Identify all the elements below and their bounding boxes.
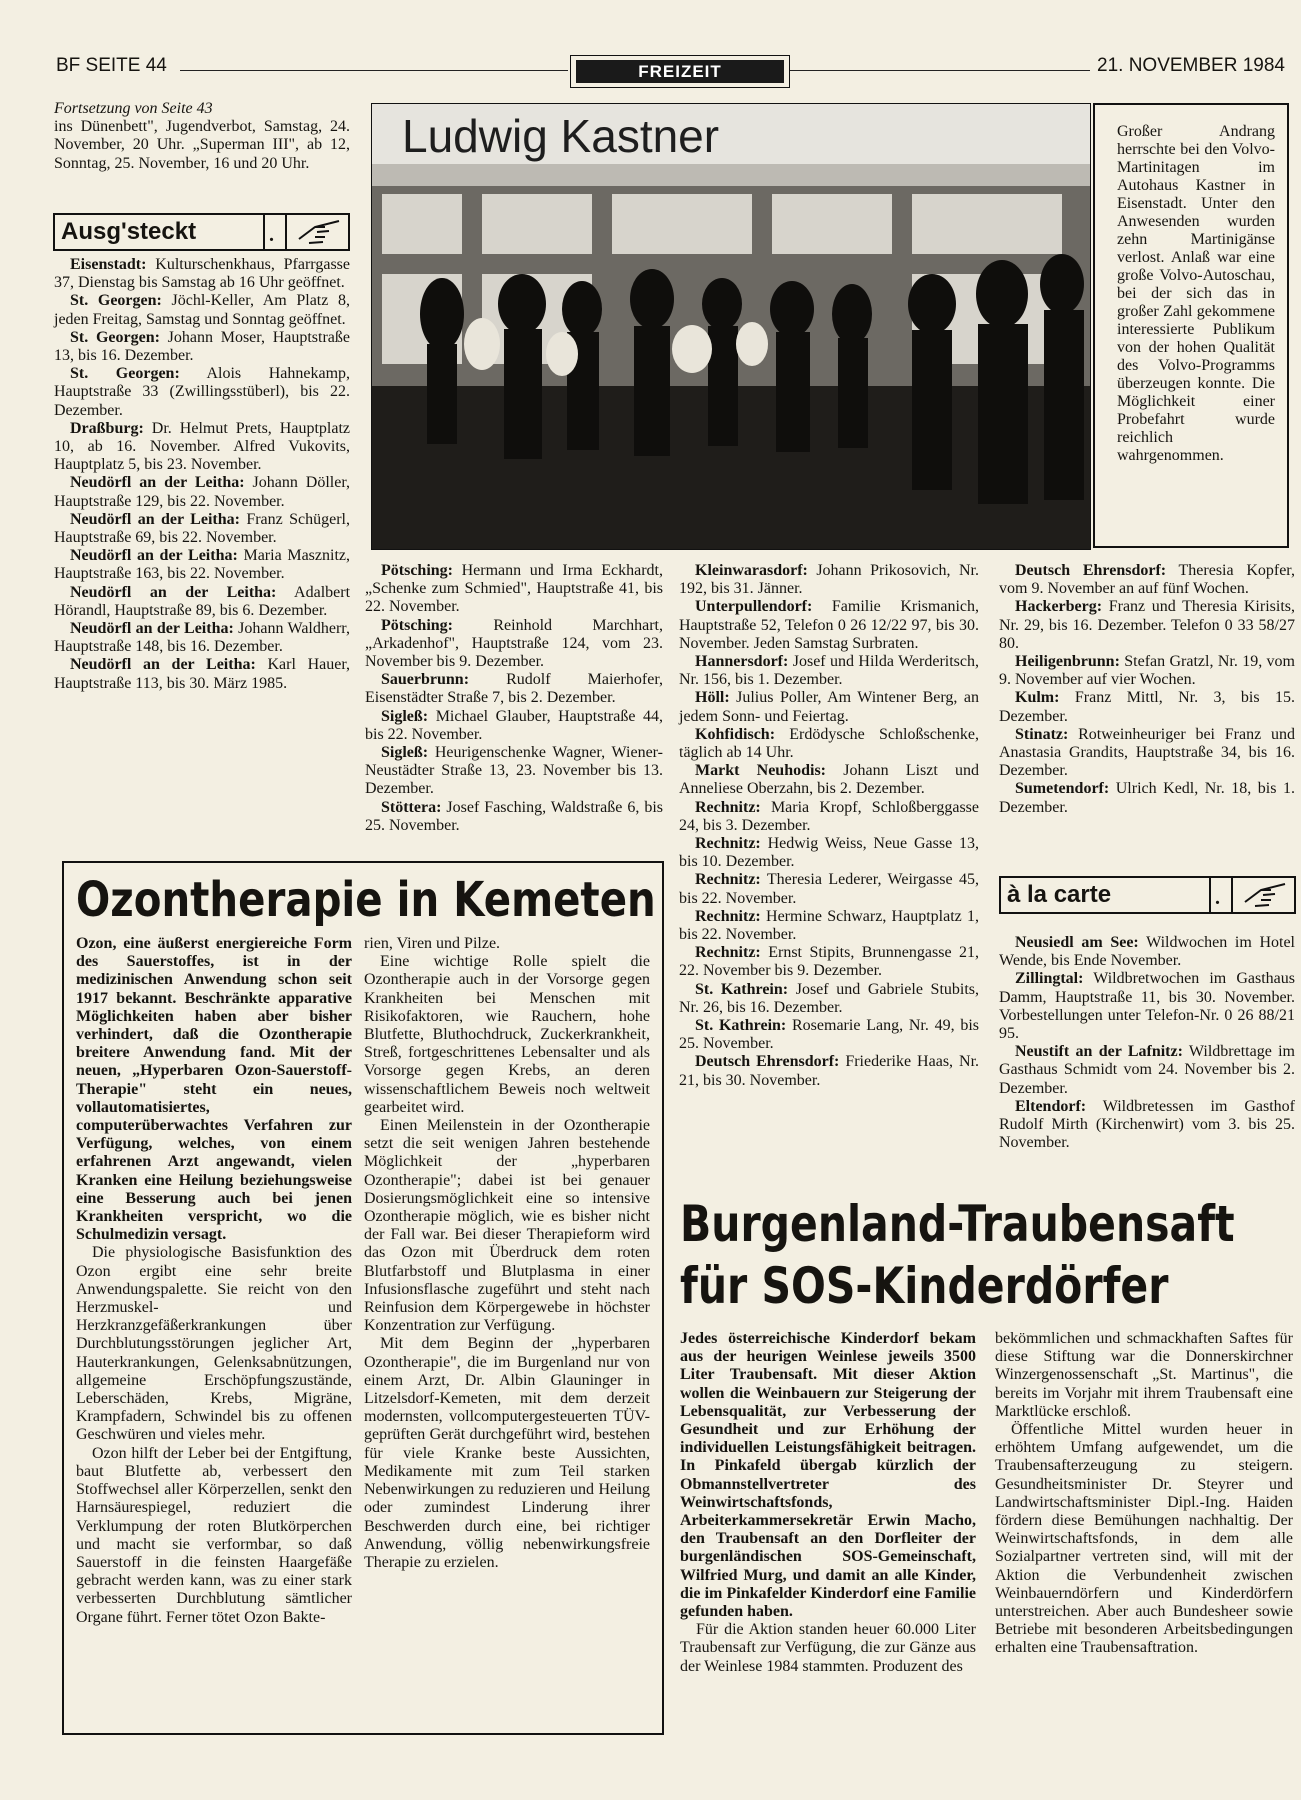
listing-details: Ernst Stipits, Brunnengasse 21, 22. November bis 9. Dezember. bbox=[679, 944, 979, 980]
header-rule-right bbox=[790, 70, 1090, 71]
listing-entry bbox=[365, 708, 663, 744]
listing-entry bbox=[679, 835, 979, 871]
listing-place: Rechnitz: bbox=[695, 907, 761, 925]
listing-entry bbox=[679, 653, 979, 689]
listing-entry bbox=[679, 799, 979, 835]
listing-entry bbox=[365, 617, 663, 672]
listing-entry bbox=[54, 329, 350, 365]
listing-details: Theresia Lederer, Weirgasse 45, bis 22. November. bbox=[679, 871, 979, 907]
listing-details: Alois Hahnekamp, Hauptstraße 33 (Zwillingsstüberl), bis 22. Dezember. bbox=[54, 365, 351, 419]
listing-entry bbox=[679, 1053, 979, 1089]
listing-details: Johann Waldherr, Hauptstraße 148, bis 16. Dezember. bbox=[54, 620, 350, 656]
ozon-article-box bbox=[62, 861, 664, 1735]
listing-details: Ulrich Kedl, Nr. 18, bis 1. Dezember. bbox=[999, 780, 1295, 816]
listing-entry bbox=[679, 562, 979, 598]
listing-entry bbox=[54, 365, 350, 420]
listing-details: Josef und Hilda Werderitsch, Nr. 156, bis 1. Dezember. bbox=[679, 653, 979, 689]
photo-sign-text: Ludwig Kastner bbox=[402, 110, 720, 162]
listing-details: Kulturschenkhaus, Pfarrgasse 37, Dienstag bis Samstag ab 16 Uhr geöffnet. bbox=[54, 256, 350, 292]
listing-details: Reinhold Marchhart, „Arkadenhof", Hauptstraße 124, vom 23. November bis 9. Dezember. bbox=[365, 616, 663, 671]
tag-dot: . bbox=[269, 224, 274, 246]
continuation-text: ins Dünenbett", Jugendverbot, Samstag, 24. November, 20 Uhr. „Superman III", ab 12, Sonntag, 25. November, 16 und 20 Uhr. bbox=[54, 118, 350, 172]
listing-place: Eltendorf: bbox=[1015, 1097, 1087, 1115]
listing-details: Franz und Theresia Kirisits, Nr. 29, bis 16. Dezember. Telefon 0 33 58/27 80. bbox=[999, 598, 1295, 652]
listing-place: Höll: bbox=[695, 689, 730, 707]
listing-place: Deutsch Ehrensdorf: bbox=[1015, 562, 1167, 579]
sos-column-2 bbox=[995, 1330, 1293, 1658]
listing-details: Hedwig Weiss, Neue Gasse 13, bis 10. Dezember. bbox=[679, 835, 979, 871]
listing-place: Stinatz: bbox=[1015, 725, 1069, 743]
listing-entry bbox=[365, 799, 663, 835]
ozon-paragraph: Eine wichtige Rolle spielt die Ozontherapie auch in der Vorsorge gegen Krankheiten bei Menschen mit Risikofaktoren, wie Rauchern, hohe Blutfette, Bluthochdruck, Zuckerkrankheit, Streß, fortgeschrittenes Lebensalter und als Vorsorge gegen Krebs, an deren wissenschaftlichem Beweis noch weltweit gearbeitet wird. bbox=[364, 953, 650, 1116]
listing-entry bbox=[999, 970, 1295, 1043]
listing-entry bbox=[54, 256, 350, 292]
tag-divider bbox=[1209, 878, 1211, 912]
listing-details: Rotweinheuriger bei Franz und Anastasia Grandits, Hauptstraße 34, bis 16. Dezember. bbox=[999, 725, 1295, 780]
listing-place: Rechnitz: bbox=[695, 871, 761, 889]
listing-details: Rosemarie Lang, Nr. 49, bis 25. November. bbox=[679, 1017, 980, 1053]
listing-place: Kohfidisch: bbox=[695, 725, 776, 743]
listing-details: Rudolf Maierhofer, Eisenstädter Straße 7, bis 2. Dezember. bbox=[365, 671, 663, 707]
listing-place: Heiligenbrunn: bbox=[1015, 653, 1120, 671]
listing-details: Dr. Helmut Prets, Hauptplatz 10, ab 16. November. Alfred Vukovits, Hauptplatz 5, bis 23. November. bbox=[54, 419, 350, 474]
listing-place: Sumetendorf: bbox=[1015, 780, 1110, 798]
ozon-lead: Ozon, eine äußerst energiereiche Form des Sauerstoffes, ist in der medizinischen Anwendung schon seit 1917 bekannt. Beschränkte apparative Möglichkeiten haben aber bisher verhindert, daß die Ozontherapie breitere Anwendung fand. Mit der neuen, „Hyperbaren Ozon-Sauerstoff-Therapie" steht ein neues, vollautomatisiertes, computerüberwachtes Verfahren zur Verfügung, welches, von einem erfahrenen Arzt angewandt, vielen Kranken eine Heilung beziehungsweise eine Besserung auch bei jenen Krankheiten verspricht, wo die Schulmedizin versagt. bbox=[76, 935, 352, 1244]
listing-details: Stefan Gratzl, Nr. 19, vom 9. November auf vier Wochen. bbox=[999, 653, 1295, 689]
listing-details: Franz Mittl, Nr. 3, bis 15. Dezember. bbox=[999, 689, 1295, 725]
listing-place: Neustift an der Lafnitz: bbox=[1015, 1043, 1183, 1061]
ozon-paragraph: rien, Viren und Pilze. bbox=[364, 935, 501, 952]
listing-entry bbox=[679, 871, 979, 907]
ozon-paragraph: Die physiologische Basisfunktion des Ozon ergibt eine sehr breite Anwendungspalette. Sie reicht von den Herzmuskel- und Herzkranzgefäßerkrankungen über Durchblutungsstörungen jeglicher Art, Hauterkrankungen, Gelenksabnützungen, allgemeine Erschöpfungszustände, Leberschäden, Krebs, Migräne, Krampfadern, Schwindel bis zu offenen Geschwüren und vieles mehr. bbox=[76, 1244, 352, 1444]
listing-entry bbox=[54, 474, 350, 510]
photo-caption: Großer Andrang herrschte bei den Volvo-Martinitagen im Autohaus Kastner in Eisenstadt. Unter den Anwesenden wurden zehn Martinigänse verlost. Anlaß war eine große Volvo-Autoschau, bei der sich das in großer Zahl gekommene interessierte Publikum von der hohen Qualität des Volvo-Programms überzeugen konnte. Die Möglichkeit einer Probefahrt wurde reichlich wahrgenommen. bbox=[1117, 123, 1275, 464]
ozon-column-1 bbox=[76, 935, 352, 1627]
listing-place: Stöttera: bbox=[381, 798, 442, 816]
listing-details: Heurigenschenke Wagner, Wiener-Neustädter Straße 13, 23. November bis 13. Dezember. bbox=[365, 744, 663, 798]
section-badge bbox=[570, 55, 790, 88]
tag-divider bbox=[263, 215, 265, 249]
listing-entry bbox=[54, 620, 350, 656]
listing-place: St. Georgen: bbox=[70, 328, 160, 346]
autohaus-photo bbox=[371, 103, 1091, 550]
listing-entry bbox=[54, 292, 350, 328]
listing-entry bbox=[679, 689, 979, 725]
listing-entry bbox=[54, 511, 350, 547]
ozon-paragraph: Ozon hilft der Leber bei der Entgiftung, baut Blutfette ab, verbessert den Stoffwechsel aller Körperzellen, senkt den Harnsäurespiegel, reduziert die Verklumpung der roten Blutkörperchen und macht sie verformbar, so daß Sauerstoff in die feinsten Haargefäße gebracht werden kann, was zu einer stark verbesserten Durchblutung sämtlicher Organe führt. Ferner tötet Ozon Bakte- bbox=[76, 1444, 352, 1626]
listing-entry bbox=[679, 762, 979, 798]
listing-entry bbox=[679, 726, 979, 762]
listing-place: Pötsching: bbox=[381, 562, 453, 579]
listing-details: Jöchl-Keller, Am Platz 8, jeden Freitag, Samstag und Sonntag geöffnet. bbox=[54, 292, 351, 328]
listing-details: Hermann und Irma Eckhardt, „Schenke zum Schmied", Hauptstraße 41, bis 22. November. bbox=[365, 562, 663, 616]
listing-entry bbox=[999, 653, 1295, 689]
listing-details: Familie Krismanich, Hauptstraße 52, Telefon 0 26 12/22 97, bis 30. November. Jeden Samstag Surbraten. bbox=[679, 598, 979, 652]
listing-place: Draßburg: bbox=[70, 419, 144, 437]
listing-details: Maria Masznitz, Hauptstraße 163, bis 22. November. bbox=[54, 547, 350, 583]
listing-place: Sauerbrunn: bbox=[381, 671, 470, 689]
listing-details: Friederike Haas, Nr. 21, bis 30. November. bbox=[679, 1053, 980, 1089]
column-2-listings bbox=[365, 562, 663, 835]
listing-entry bbox=[365, 744, 663, 799]
sos-lead: Jedes österreichische Kinderdorf bekam aus der heurigen Weinlese jeweils 3500 Liter Traubensaft. Mit dieser Aktion wollen die Weinbauern zur Steigerung der Lebensqualität, zur Verbesserung der Gesundheit und zur Erhöhung der individuellen Leistungsfähigkeit beitragen. In Pinkafeld übergab kürzlich der Obmannstellvertreter des Weinwirtschaftsfonds, Arbeiterkammersekretär Erwin Macho, den Traubensaft an den Dorfleiter der burgenländischen SOS-Gemeinschaft, Wilfried Murg, und damit an alle Kinder, die im Pinkafelder Kinderdorf eine Familie gefunden haben. bbox=[680, 1330, 976, 1621]
ozon-paragraph: Einen Meilenstein in der Ozontherapie setzt die seit wenigen Jahren bestehende Möglichkeit der „hyperbaren Ozontherapie"; dabei ist bei genauer Dosierungsmöglichkeit eine so intensive Ozontherapie möglich, wie es bisher nicht der Fall war. Bei dieser Therapieform wird das Ozon mit Überdruck dem roten Blutfarbstoff und Blutplasma in einer Infusionsflasche zugeführt und steht nach Reinfusion dem Körpergewebe in höchster Konzentration zur Verfügung. bbox=[364, 1117, 650, 1335]
listing-entry bbox=[679, 981, 979, 1017]
listing-entry bbox=[54, 547, 350, 583]
ausgsteckt-title: Ausg'steckt bbox=[61, 218, 197, 245]
listing-entry bbox=[679, 598, 979, 653]
ausgsteckt-list bbox=[54, 256, 350, 693]
listing-details: Wildbrettage im Gasthaus Schmidt vom 24. November bis 2. Dezember. bbox=[999, 1043, 1295, 1097]
listing-entry bbox=[999, 562, 1295, 598]
header-rule-left bbox=[180, 70, 568, 71]
listing-place: Rechnitz: bbox=[695, 835, 761, 853]
listing-details: Johann Prikosovich, Nr. 192, bis 31. Jänner. bbox=[679, 562, 979, 598]
listing-details: Josef Fasching, Waldstraße 6, bis 25. November. bbox=[365, 798, 663, 834]
listing-place: Sigleß: bbox=[381, 707, 429, 725]
photo-illustration bbox=[372, 104, 1090, 549]
listing-entry bbox=[999, 780, 1295, 816]
pointing-hand-icon bbox=[1241, 880, 1291, 910]
listing-place: Neudörfl an der Leitha: bbox=[70, 583, 277, 601]
ozon-column-2 bbox=[364, 935, 650, 1572]
listing-place: St. Kathrein: bbox=[695, 1017, 787, 1035]
listing-entry bbox=[679, 944, 979, 980]
listing-entry bbox=[679, 1017, 979, 1053]
sos-headline-line-2: für SOS-Kinderdörfer bbox=[680, 1257, 1169, 1315]
listing-entry bbox=[365, 562, 663, 617]
sos-paragraph: Öffentliche Mittel wurden heuer in erhöhtem Umfang aufgewendet, um die Traubensafterzeugung zu steigern. Gesundheitsminister Dr. Steyrer und Landwirtschaftsminister Dipl.-Ing. Haiden fördern diese Bemühungen nachhaltig. Der Weinwirtschaftsfonds, in dem alle Sozialpartner vertreten sind, will mit der Aktion die Verbundenheit zwischen Weinbauerndörfern und Kinderdörfern unterstreichen. Aber auch Bundesheer sowie Betriebe mit besonderen Arbeitsbedingungen erhalten eine Traubensaftration. bbox=[995, 1421, 1293, 1657]
listing-place: Zillingtal: bbox=[1015, 970, 1084, 988]
listing-place: Kleinwarasdorf: bbox=[695, 562, 808, 579]
column-1-listings bbox=[54, 100, 350, 173]
listing-place: Deutsch Ehrensdorf: bbox=[695, 1053, 840, 1071]
listing-details: Adalbert Hörandl, Hauptstraße 89, bis 6. Dezember. bbox=[54, 583, 351, 619]
listing-place: Kulm: bbox=[1015, 689, 1060, 707]
sos-column-1 bbox=[680, 1330, 976, 1676]
listing-place: Markt Neuhodis: bbox=[695, 762, 827, 780]
listing-details: Wildbretessen im Gasthof Rudolf Mirth (Kirchenwirt) vom 3. bis 25. November. bbox=[999, 1097, 1295, 1152]
alacarte-title: à la carte bbox=[1007, 881, 1112, 908]
listing-details: Johann Liszt und Anneliese Oberzahn, bis 2. Dezember. bbox=[679, 762, 980, 798]
alacarte-list bbox=[999, 934, 1295, 1152]
listing-place: Pötsching: bbox=[381, 616, 453, 634]
listing-entry bbox=[365, 671, 663, 707]
listing-details: Hermine Schwarz, Hauptplatz 1, bis 22. November. bbox=[679, 907, 979, 944]
listing-entry bbox=[999, 689, 1295, 725]
listing-details: Johann Döller, Hauptstraße 129, bis 22. November. bbox=[54, 474, 351, 510]
listing-details: Johann Moser, Hauptstraße 13, bis 16. Dezember. bbox=[54, 328, 351, 365]
listing-entry bbox=[54, 420, 350, 475]
listing-entry bbox=[999, 598, 1295, 653]
listing-place: Sigleß: bbox=[381, 744, 429, 762]
listing-place: St. Georgen: bbox=[70, 292, 162, 310]
alacarte-tag bbox=[999, 876, 1296, 914]
tag-dot: . bbox=[1215, 887, 1220, 909]
listing-place: Neudörfl an der Leitha: bbox=[70, 620, 234, 638]
ozon-paragraph: Mit dem Beginn der „hyperbaren Ozontherapie", die im Burgenland nur von einem Arzt, Dr. Albin Glauninger in Litzelsdorf-Kemeten, mit dem derzeit modernsten, vollcomputergesteuerten TÜV-geprüften Gerät durchgeführt wird, bestehen für viele Kranke beste Aussichten, Medikamente mit zum Teil starken Nebenwirkungen zu reduzieren und Heilung oder zumindest Linderung ihrer Beschwerden durch eine, bei richtiger Anwendung, völlig nebenwirkungsfreie Therapie zu erzielen. bbox=[364, 1335, 650, 1571]
listing-place: Eisenstadt: bbox=[70, 256, 147, 273]
listing-place: Neudörfl an der Leitha: bbox=[70, 656, 256, 674]
listing-details: Franz Schügerl, Hauptstraße 69, bis 22. November. bbox=[54, 510, 350, 547]
column-4-listings bbox=[999, 562, 1295, 817]
listing-place: St. Kathrein: bbox=[695, 980, 789, 998]
listing-place: Neudörfl an der Leitha: bbox=[70, 547, 238, 565]
continuation-label: Fortsetzung von Seite 43 bbox=[54, 100, 213, 117]
sos-paragraph: bekömmlichen und schmackhaften Saftes für diese Stiftung war die Donnerskirchner Winzergenossenschaft „St. Martinus", die bereits im Vorjahr mit ihrem Traubensaft eine Marktlücke erschloß. bbox=[995, 1330, 1293, 1420]
listing-details: Theresia Kopfer, vom 9. November an auf fünf Wochen. bbox=[999, 562, 1295, 598]
listing-details: Michael Glauber, Hauptstraße 44, bis 22. November. bbox=[365, 707, 663, 743]
listing-place: Rechnitz: bbox=[695, 798, 761, 816]
pointing-hand-icon bbox=[295, 217, 345, 247]
listing-details: Wildbretwochen im Gasthaus Damm, Hauptstraße 11, bis 30. November. Vorbestellungen unter Telefon-Nr. 0 26 88/21 95. bbox=[999, 970, 1295, 1043]
listing-details: Maria Kropf, Schloßberggasse 24, bis 3. Dezember. bbox=[679, 798, 979, 834]
section-label: FREIZEIT bbox=[576, 60, 784, 83]
listing-details: Josef und Gabriele Stubits, Nr. 26, bis 16. Dezember. bbox=[679, 980, 980, 1016]
page-number-label: BF SEITE 44 bbox=[56, 55, 167, 76]
listing-entry bbox=[999, 1043, 1295, 1098]
listing-details: Julius Poller, Am Wintener Berg, an jedem Sonn- und Feiertag. bbox=[679, 689, 979, 725]
issue-date: 21. NOVEMBER 1984 bbox=[1097, 55, 1285, 76]
listing-place: Neudörfl an der Leitha: bbox=[70, 510, 240, 528]
listing-place: St. Georgen: bbox=[70, 365, 180, 383]
column-3-listings bbox=[679, 562, 979, 1090]
listing-details: Karl Hauer, Hauptstraße 113, bis 30. März 1985. bbox=[54, 656, 351, 692]
sos-headline-line-1: Burgenland-Traubensaft bbox=[680, 1195, 1235, 1253]
listing-entry bbox=[999, 1098, 1295, 1153]
listing-place: Unterpullendorf: bbox=[695, 598, 813, 616]
sos-paragraph: Für die Aktion standen heuer 60.000 Liter Traubensaft zur Verfügung, die zur Gänze aus der Weinlese 1984 stammten. Produzent des bbox=[680, 1621, 976, 1675]
listing-place: Neudörfl an der Leitha: bbox=[70, 474, 245, 492]
listing-details: Erdödysche Schloßschenke, täglich ab 14 Uhr. bbox=[679, 725, 979, 762]
listing-entry bbox=[54, 656, 350, 692]
listing-entry bbox=[54, 584, 350, 620]
ausgsteckt-tag bbox=[53, 213, 350, 251]
listing-entry bbox=[679, 908, 979, 944]
listing-details: Wildwochen im Hotel Wende, bis Ende November. bbox=[999, 934, 1295, 970]
ozon-headline: Ozontherapie in Kemeten bbox=[76, 872, 656, 928]
listing-place: Hackerberg: bbox=[1015, 598, 1103, 616]
listing-place: Neusiedl am See: bbox=[1015, 934, 1139, 951]
listing-entry bbox=[999, 726, 1295, 781]
photo-caption-box bbox=[1093, 103, 1289, 548]
tag-divider bbox=[1231, 878, 1233, 912]
listing-place: Hannersdorf: bbox=[695, 653, 789, 671]
listing-entry bbox=[999, 934, 1295, 970]
tag-divider bbox=[285, 215, 287, 249]
listing-place: Rechnitz: bbox=[695, 944, 761, 962]
